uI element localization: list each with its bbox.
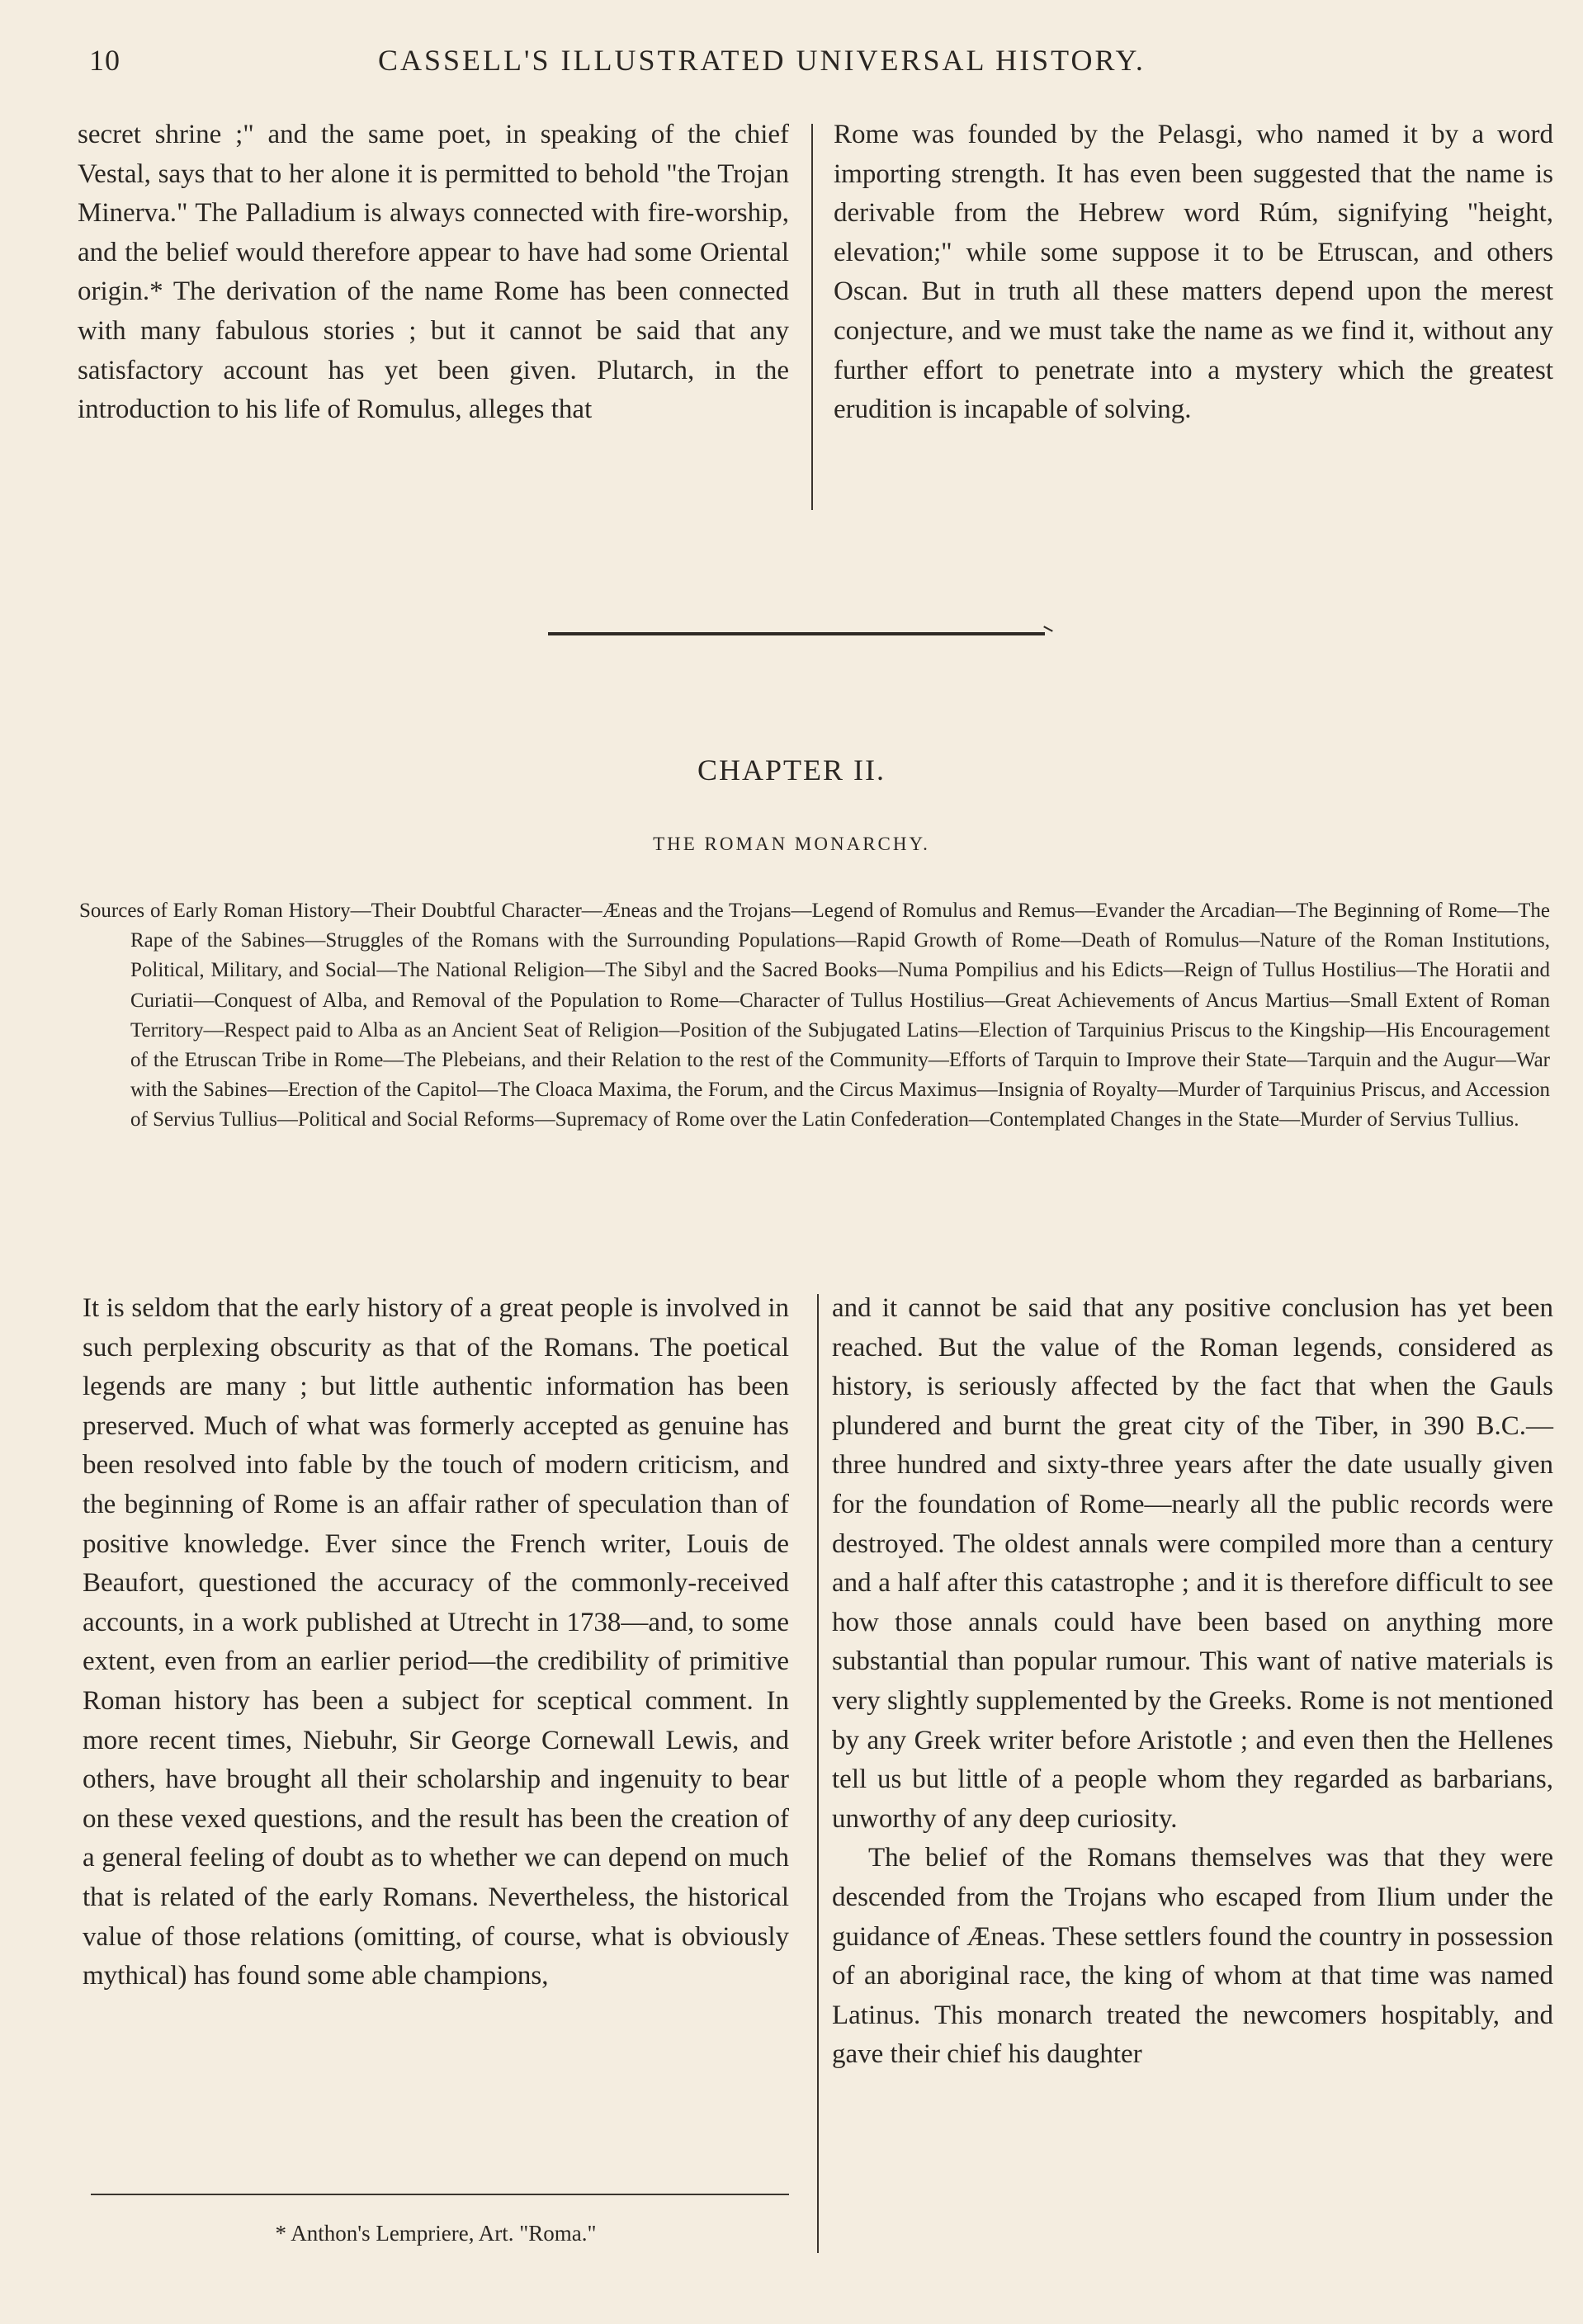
main-left-column [83,1289,789,1996]
chapter-subtitle: THE ROMAN MONARCHY. [653,834,930,854]
synopsis-text: Sources of Early Roman History—Their Doubtful Character—Æneas and the Trojans—Legend of Romulus and Remus—Evander the Arcadian—The Beginning of Rome—The Rape of the Sabines—Struggles of the Romans with the Surrounding Populations—Rapid Growth of Rome—Death of Romulus—Nature of the Roman Institutions, Political, Military, and Social—The National Religion—The Sibyl and the Sacred Books—Numa Pompilius and his Edicts—Reign of Tullus Hostilius—The Horatii and Curiatii—Conquest of Alba, and Removal of the Population to Rome—Character of Tullus Hostilius—Great Achievements of Ancus Martius—Small Extent of Roman Territory—Respect paid to Alba as an Ancient Seat of Religion—Position of the Subjugated Latins—Election of Tarquinius Priscus to the Kingship—His Encouragement of the Etruscan Tribe in Rome—The Plebeians, and their Relation to the rest of the Community—Efforts of Tarquin to Improve their State—Tarquin and the Augur—War with the Sabines—Erection of the Capitol—The Cloaca Maxima, the Forum, and the Circus Maximus—Insignia of Royalty—Murder of Tarquinius Priscus, and Accession of Servius Tullius—Political and Social Reforms—Supremacy of Rome over the Latin Confederation—Contemplated Changes in the State—Murder of Servius Tullius. [79,900,1550,1131]
running-title: CASSELL'S ILLUSTRATED UNIVERSAL HISTORY. [378,44,1146,77]
footnote-rule [91,2194,789,2195]
main-right-column [832,1289,1553,2075]
page-number: 10 [89,44,120,77]
body-paragraph: and it cannot be said that any positive conclusion has yet been reached. But the value of the Roman legends, considered as history, is seriously affected by the fact that when the Gauls plundered and burnt the great city of the Tiber, in 390 B.C.—three hundred and sixty-three years after the date usually given for the foundation of Rome—nearly all the public records were destroyed. The oldest annals were compiled more than a century and a half after this catastrophe ; and it is therefore difficult to see how those annals could have been based on anything more substantial than popular rumour. This want of native materials is very slightly supplemented by the Greeks. Rome is not mentioned by any Greek writer before Aristotle ; and even then the Hellenes tell us but little of a people whom they regarded as barbarians, unworthy of any deep curiosity. [832,1293,1553,1834]
top-right-paragraph: Rome was founded by the Pelasgi, who named it by a word importing strength. It has even been suggested that the name is derivable from the Hebrew word Rúm, signifying "height, elevation;" while some suppose it to be Etruscan, and others Oscan. But in truth all these matters depend upon the merest conjecture, and we must take the name as we find it, without any further effort to penetrate into a mystery which the greatest erudition is incapable of solving. [834,120,1553,425]
chapter-synopsis [79,896,1550,1136]
top-left-column [78,116,789,430]
body-paragraph: It is seldom that the early history of a great people is involved in such perplexing obscurity as that of the Romans. The poetical legends are many ; but little authentic information has been preserved. Much of what was formerly accepted as genuine has been resolved into fable by the touch of modern criticism, and the beginning of Rome is an affair rather of speculation than of positive knowledge. Ever since the French writer, Louis de Beaufort, questioned the accuracy of the commonly-received accounts, in a work published at Utrecht in 1738—and, to some extent, even from an earlier period—the credibility of primitive Roman history has been a subject for sceptical comment. In more recent times, Niebuhr, Sir George Cornewall Lewis, and others, have brought all their scholarship and ingenuity to bear on these vexed questions, and the result has been the creation of a general feeling of doubt as to whether we can depend on much that is related of the early Romans. Nevertheless, the historical value of those relations (omitting, of course, what is obviously mythical) has found some able champions, [83,1293,789,1991]
chapter-heading: CHAPTER II. [697,753,886,786]
running-head [89,43,1550,84]
top-right-column [834,116,1553,430]
column-divider-top [811,124,813,510]
column-divider-main [817,1294,819,2253]
section-divider [548,632,1045,635]
top-left-paragraph: secret shrine ;" and the same poet, in speaking of the chief Vestal, says that to her alone it is permitted to behold "the Trojan Minerva." The Palladium is always connected with fire-worship, and the belief would therefore appear to have had some Oriental origin.* The derivation of the name Rome has been connected with many fabulous stories ; but it cannot be said that any satisfactory account has yet been given. Plutarch, in the introduction to his life of Romulus, alleges that [78,120,789,425]
footnote: * Anthon's Lempriere, Art. "Roma." [275,2221,597,2246]
body-paragraph: The belief of the Romans themselves was that they were descended from the Trojans who escaped from Ilium under the guidance of Æneas. These settlers found the country in possession of an aboriginal race, the king of whom at that time was named Latinus. This monarch treated the newcomers hospitably, and gave their chief his daughter [832,1843,1553,2070]
